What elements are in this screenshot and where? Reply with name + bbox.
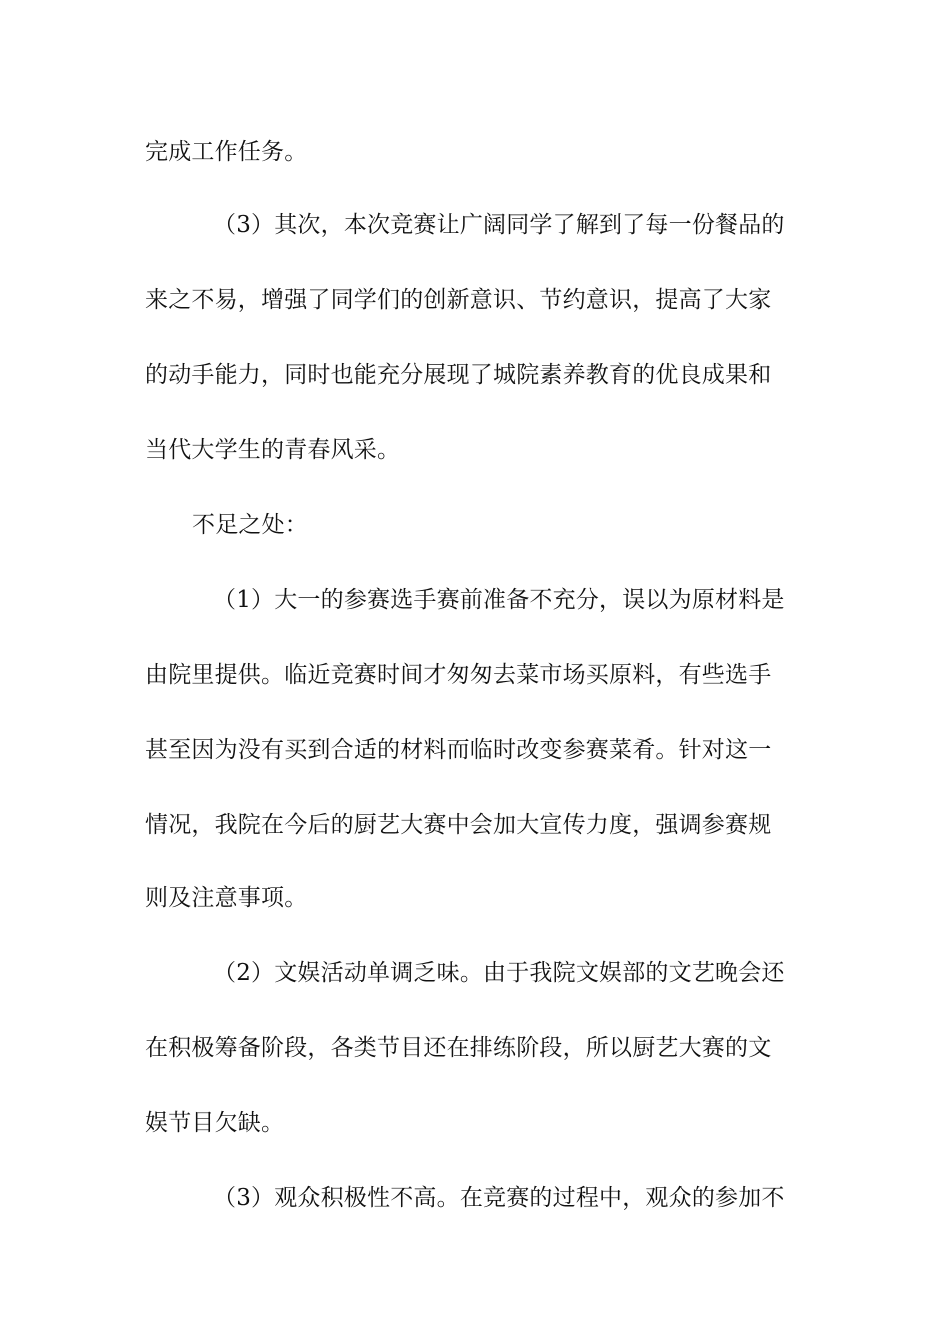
text-line: （3）其次，本次竞赛让广阔同学了解到了每一份餐品的 [213,212,785,238]
text-line: 娱节目欠缺。 [145,1110,285,1136]
text-line: 的动手能力，同时也能充分展现了城院素养教育的优良成果和 [145,362,772,388]
text-line: 甚至因为没有买到合适的材料而临时改变参赛菜肴。针对这一 [145,737,772,763]
text-line: 由院里提供。临近竞赛时间才匆匆去菜市场买原料，有些选手 [145,662,772,688]
text-line: 情况，我院在今后的厨艺大赛中会加大宣传力度，强调参赛规 [145,812,772,838]
text-line: 在积极筹备阶段，各类节目还在排练阶段，所以厨艺大赛的文 [145,1035,772,1061]
text-line: （1）大一的参赛选手赛前准备不充分，误以为原材料是 [213,587,785,613]
text-line: 完成工作任务。 [145,139,308,165]
text-line: 来之不易，增强了同学们的创新意识、节约意识，提高了大家 [145,287,772,313]
text-line: （2）文娱活动单调乏味。由于我院文娱部的文艺晚会还 [213,960,785,986]
text-line: 则及注意事项。 [145,885,308,911]
text-line: （3）观众积极性不高。在竞赛的过程中，观众的参加不 [213,1185,785,1211]
text-line: 当代大学生的青春风采。 [145,437,401,463]
section-heading: 不足之处： [192,512,308,538]
